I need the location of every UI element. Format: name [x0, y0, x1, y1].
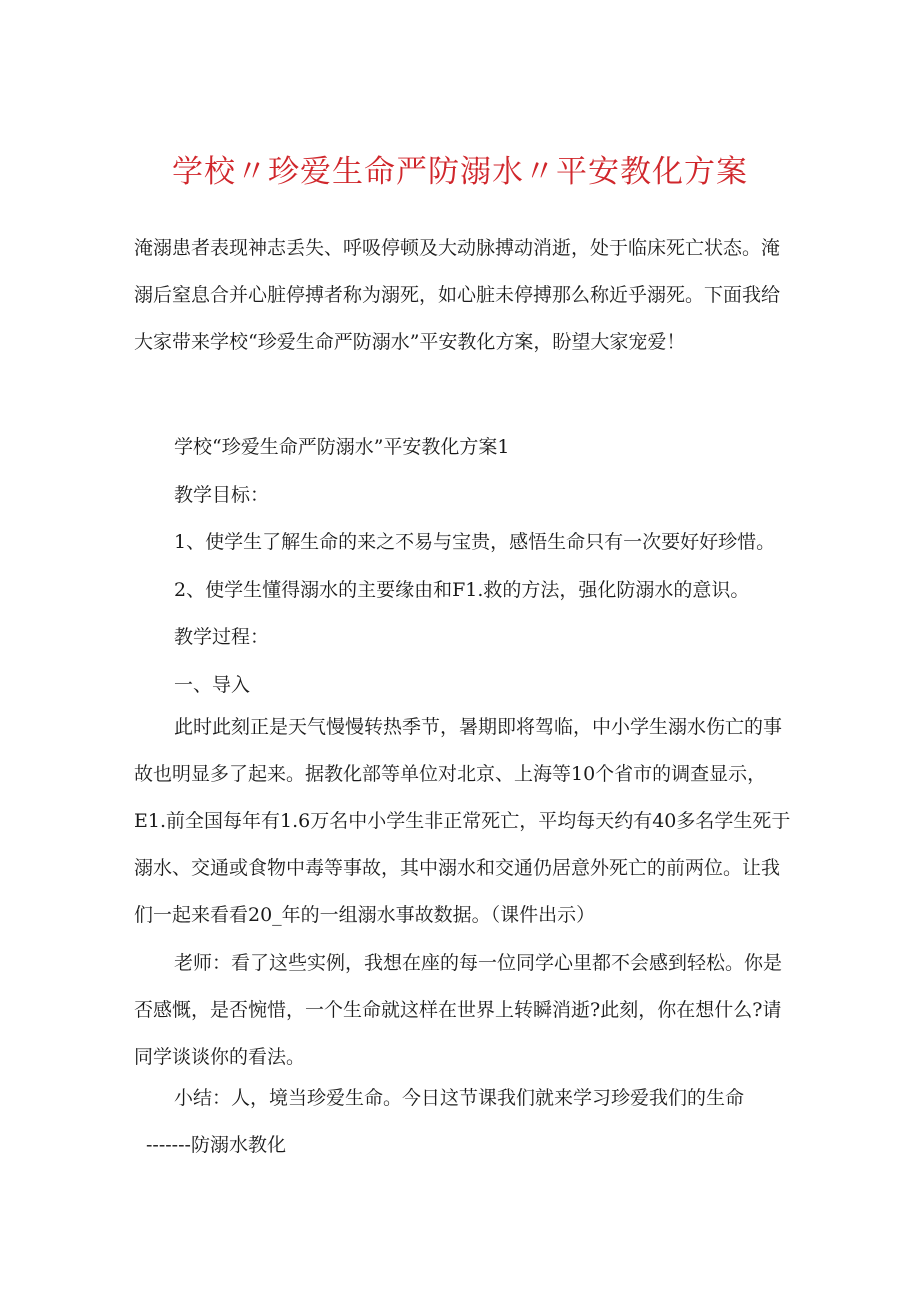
section-heading: 学校“珍爱生命严防溺水”平安教化方案1 [174, 436, 510, 458]
part-1-heading: 一、导入 [174, 674, 251, 696]
goals-heading: 教学目标： [174, 484, 270, 506]
body-paragraph-1: 此时此刻正是天气慢慢转热季节，暑期即将驾临，中小学生溺水伤亡的事故也明显多了起来。据教化部等单位对北京、上海等10个省市的调查显示，E1.前全国每年有1.6万名中小学生非正常死亡，平均每天约有40多名学生死于溺水、交通或食物中毒等事故，其中溺水和交通仍居意外死亡的前两位。让我们一起来看看20_年的一组溺水事故数据。（课件出示） [134, 716, 791, 926]
summary-tail: -------防溺水教化 [146, 1134, 286, 1156]
summary-line: 小结：人，境当珍爱生命。今日这节课我们就来学习珍爱我们的生命 [174, 1087, 745, 1109]
document-title: 学校〃珍爱生命严防溺水〃平安教化方案 [172, 154, 748, 190]
body-paragraph-2: 老师：看了这些实例，我想在座的每一位同学心里都不会感到轻松。你是否感慨，是否惋惜，一个生命就这样在世界上转瞬消逝?此刻，你在想什么?请同学谈谈你的看法。 [134, 952, 783, 1068]
intro-paragraph: 淹溺患者表现神志丢失、呼吸停顿及大动脉搏动消逝，处于临床死亡状态。淹溺后窒息合并心脏停搏者称为溺死，如心脏未停搏那么称近乎溺死。下面我给大家带来学校“珍爱生命严防溺水”平安教化方案，盼望大家宠爱！ [134, 237, 781, 353]
goal-item-1: 1、使学生了解生命的来之不易与宝贵，感悟生命只有一次要好好珍惜。 [174, 531, 776, 553]
goal-item-2: 2、使学生懂得溺水的主要缘由和F1.救的方法，强化防溺水的意识。 [174, 579, 750, 601]
process-heading: 教学过程： [174, 626, 270, 648]
